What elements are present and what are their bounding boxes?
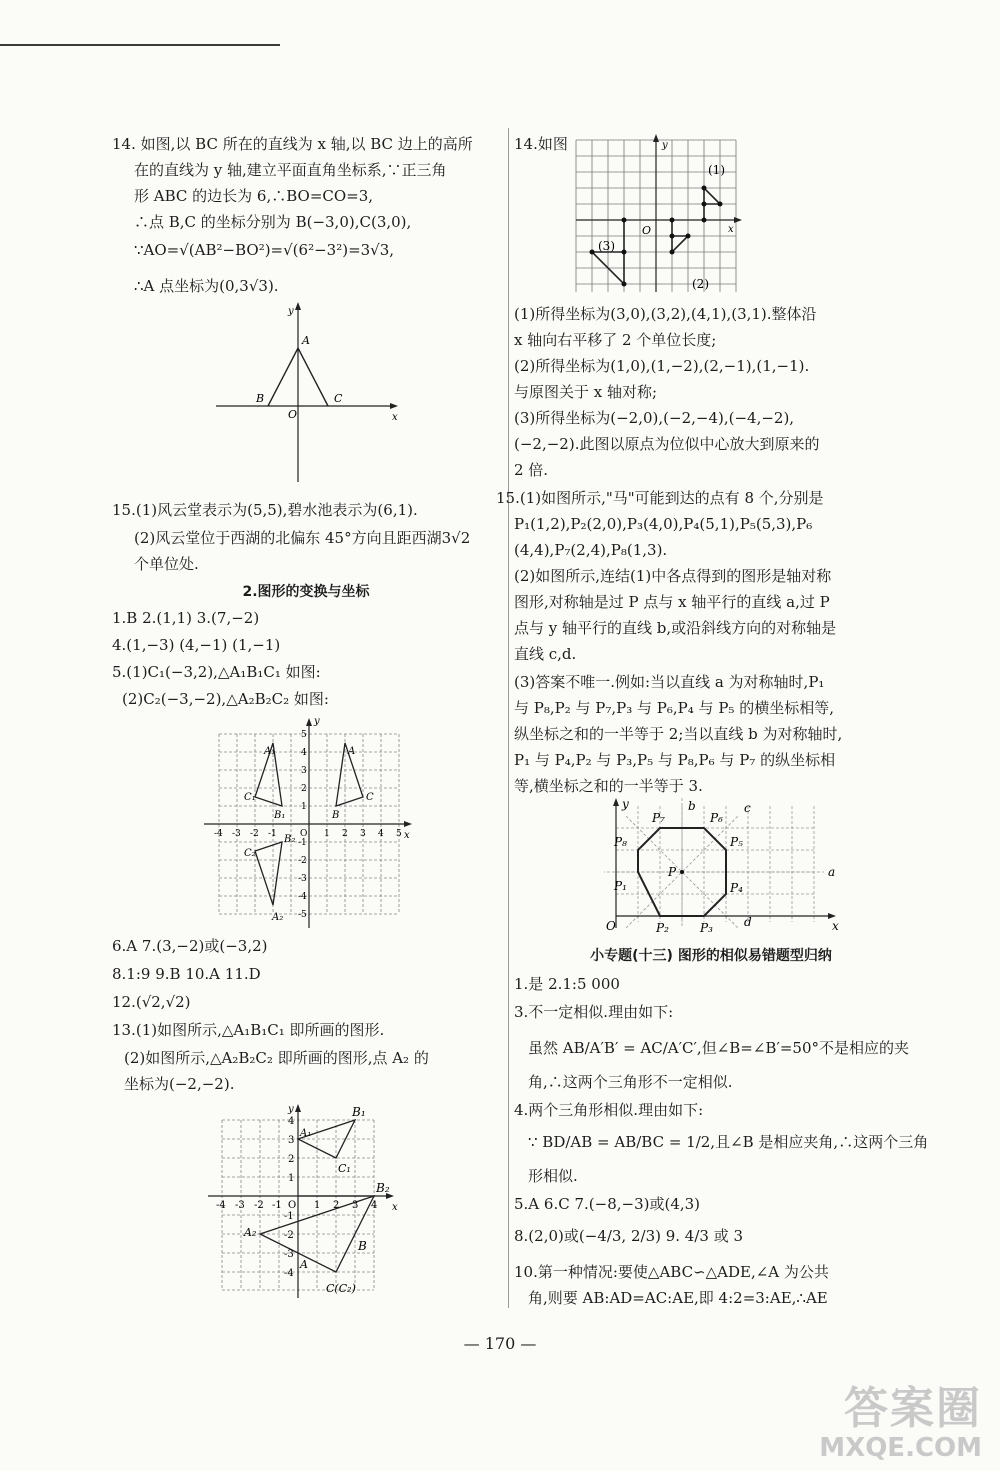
x-tick: 3 bbox=[352, 1200, 359, 1211]
label-B1: B₁ bbox=[352, 1105, 366, 1119]
y-tick: 5 bbox=[301, 730, 307, 740]
text-line: 5.A 6.C 7.(−8,−3)或(4,3) bbox=[514, 1195, 701, 1213]
text-line: 3.不一定相似.理由如下: bbox=[514, 1003, 674, 1021]
text-line: 6.A 7.(3,−2)或(−3,2) bbox=[112, 937, 268, 955]
label-P1: P₁ bbox=[614, 879, 627, 893]
text-line: 点与 y 轴平行的直线 b,或沿斜线方向的对称轴是 bbox=[514, 619, 837, 637]
text-line: 个单位处. bbox=[134, 555, 199, 573]
text-line: 形相似. bbox=[528, 1167, 578, 1185]
text-line: 13.(1)如图所示,△A₁B₁C₁ 即所画的图形. bbox=[112, 1021, 385, 1039]
x-tick: 3 bbox=[360, 829, 366, 839]
y-tick: 1 bbox=[288, 1173, 295, 1184]
label-A1: A₁ bbox=[264, 746, 276, 757]
text-line: 图形,对称轴是过 P 点与 x 轴平行的直线 a,过 P bbox=[514, 593, 830, 611]
label-A2: A₂ bbox=[244, 1226, 257, 1239]
label-A2: A₂ bbox=[272, 912, 284, 923]
label-A: A bbox=[348, 746, 356, 757]
x-tick: O bbox=[300, 829, 308, 839]
text-line: 8.(2,0)或(−4/3, 2/3) 9. 4/3 或 3 bbox=[514, 1227, 744, 1245]
label-x: x bbox=[404, 830, 410, 841]
text-line: (2)C₂(−3,−2),△A₂B₂C₂ 如图: bbox=[122, 690, 329, 708]
y-tick: 1 bbox=[301, 802, 307, 812]
label-C1: C₁ bbox=[244, 792, 256, 803]
y-tick: 3 bbox=[301, 766, 307, 776]
text-line: 4.两个三角形相似.理由如下: bbox=[514, 1101, 704, 1119]
label-a: a bbox=[828, 865, 836, 879]
text-line: 与原图关于 x 轴对称; bbox=[514, 383, 658, 401]
text-line: 等,横坐标之和的一半等于 3. bbox=[514, 777, 703, 795]
label-x: x bbox=[832, 919, 839, 933]
top-rule bbox=[0, 44, 280, 46]
text-line: (3)答案不唯一.例如:当以直线 a 为对称轴时,P₁ bbox=[514, 673, 825, 691]
text-line: (3)所得坐标为(−2,0),(−2,−4),(−4,−2), bbox=[514, 409, 795, 427]
label-O: O bbox=[642, 224, 652, 237]
label-C: C bbox=[366, 792, 374, 803]
text-line: P₁ 与 P₄,P₂ 与 P₃,P₅ 与 P₈,P₆ 与 P₇ 的纵坐标相 bbox=[514, 751, 836, 769]
text-line: ∴A 点坐标为(0,3√3). bbox=[134, 277, 279, 295]
y-tick: -5 bbox=[298, 910, 307, 920]
text-line: ∴点 B,C 的坐标分别为 B(−3,0),C(3,0), bbox=[134, 213, 412, 231]
label-A: A bbox=[300, 1258, 308, 1271]
x-tick: -2 bbox=[250, 829, 259, 839]
text-line: 15.(1)如图所示,"马"可能到达的点有 8 个,分别是 bbox=[496, 489, 824, 507]
text-line: (2)如图所示,△A₂B₂C₂ 即所画的图形,点 A₂ 的 bbox=[124, 1049, 429, 1067]
column-divider bbox=[508, 128, 509, 1308]
x-tick: -2 bbox=[254, 1200, 264, 1211]
text-line: 2 倍. bbox=[514, 461, 549, 479]
figure-knight-moves bbox=[604, 798, 844, 938]
label-d: d bbox=[744, 915, 752, 929]
label-P: P bbox=[668, 865, 677, 879]
text-line: 虽然 AB/A′B′ = AC/A′C′,但∠B=∠B′=50°不是相应的夹 bbox=[528, 1039, 910, 1057]
section-heading: 小专题(十三) 图形的相似易错题型归纳 bbox=[590, 948, 832, 964]
label-B: B bbox=[256, 392, 265, 405]
y-tick: -1 bbox=[284, 1211, 294, 1222]
watermark-logo: 答案圈 bbox=[844, 1383, 982, 1434]
text-line: 纵坐标之和的一半等于 2;当以直线 b 为对称轴时, bbox=[514, 725, 843, 743]
label-B: B bbox=[358, 1239, 367, 1253]
label-C: C bbox=[334, 392, 343, 405]
label-B1: B₁ bbox=[274, 810, 286, 821]
text-line: (2)如图所示,连结(1)中各点得到的图形是轴对称 bbox=[514, 567, 832, 585]
text-line: (4,4),P₇(2,4),P₈(1,3). bbox=[514, 541, 668, 559]
x-tick: -1 bbox=[272, 1200, 282, 1211]
y-tick: -2 bbox=[298, 856, 307, 866]
section-heading: 2.图形的变换与坐标 bbox=[242, 584, 370, 600]
y-tick: 4 bbox=[288, 1116, 295, 1127]
text-line: 角,则要 AB:AD=AC:AE,即 4:2=3:AE,∴AE bbox=[528, 1289, 828, 1307]
label-1: (1) bbox=[708, 163, 725, 177]
label-P2: P₂ bbox=[656, 921, 669, 935]
label-y: y bbox=[314, 716, 320, 727]
label-2: (2) bbox=[692, 277, 709, 291]
text-line: ∵AO=√(AB²−BO²)=√(6²−3²)=3√3, bbox=[134, 241, 395, 259]
x-tick: -3 bbox=[235, 1200, 245, 1211]
text-line: 15.(1)风云堂表示为(5,5),碧水池表示为(6,1). bbox=[112, 501, 418, 519]
label-P8: P₈ bbox=[614, 835, 627, 849]
label-P6: P₆ bbox=[710, 811, 723, 825]
y-tick: 2 bbox=[288, 1154, 295, 1165]
y-tick: 3 bbox=[288, 1135, 295, 1146]
x-tick: 5 bbox=[396, 829, 402, 839]
text-line: ∵ BD/AB = AB/BC = 1/2,且∠B 是相应夹角,∴这两个三角 bbox=[528, 1133, 929, 1151]
watermark bbox=[819, 1385, 982, 1463]
label-C: C(C₂) bbox=[326, 1282, 356, 1295]
text-line: 与 P₈,P₂ 与 P₇,P₃ 与 P₆,P₄ 与 P₅ 的横坐标相等, bbox=[514, 699, 834, 717]
label-P4: P₄ bbox=[730, 881, 743, 895]
figure-reflection-grid bbox=[204, 714, 414, 928]
y-tick: -4 bbox=[298, 892, 307, 902]
figure-transform-grid bbox=[574, 134, 744, 300]
y-tick: -1 bbox=[298, 838, 307, 848]
text-line: (−2,−2).此图以原点为位似中心放大到原来的 bbox=[514, 435, 820, 453]
text-line: 14. 如图,以 BC 所在的直线为 x 轴,以 BC 边上的高所 bbox=[112, 135, 473, 153]
label-P7: P₇ bbox=[652, 811, 665, 825]
label-y: y bbox=[622, 798, 629, 811]
watermark-url: MXQE.COM bbox=[819, 1433, 982, 1463]
figure-enlargement-grid bbox=[208, 1100, 408, 1298]
label-x: x bbox=[392, 412, 398, 423]
y-tick: -2 bbox=[284, 1230, 294, 1241]
text-line: 坐标为(−2,−2). bbox=[124, 1075, 235, 1093]
text-line: 形 ABC 的边长为 6,∴BO=CO=3, bbox=[134, 187, 374, 205]
label-C1: C₁ bbox=[338, 1162, 351, 1175]
label-3: (3) bbox=[598, 239, 615, 253]
x-tick: 1 bbox=[314, 1200, 321, 1211]
text-line: P₁(1,2),P₂(2,0),P₃(4,0),P₄(5,1),P₅(5,3),P₆ bbox=[514, 515, 813, 533]
text-line: (2)风云堂位于西湖的北偏东 45°方向且距西湖3√2 bbox=[134, 529, 471, 547]
label-y: y bbox=[288, 1104, 294, 1115]
label-A1: A₁ bbox=[300, 1128, 312, 1139]
label-b: b bbox=[688, 799, 696, 813]
y-tick: -3 bbox=[284, 1249, 294, 1260]
text-line: (1)所得坐标为(3,0),(3,2),(4,1),(3,1).整体沿 bbox=[514, 305, 817, 323]
text-line: 1.B 2.(1,1) 3.(7,−2) bbox=[112, 609, 260, 627]
x-tick: O bbox=[288, 1200, 297, 1211]
x-tick: -4 bbox=[214, 829, 223, 839]
x-tick: 2 bbox=[333, 1200, 340, 1211]
text-line: 10.第一种情况:要使△ABC∽△ADE,∠A 为公共 bbox=[514, 1263, 829, 1281]
y-tick: 4 bbox=[301, 748, 307, 758]
text-line: 5.(1)C₁(−3,2),△A₁B₁C₁ 如图: bbox=[112, 663, 321, 681]
x-tick: 4 bbox=[378, 829, 384, 839]
y-tick: 2 bbox=[301, 784, 307, 794]
text-line: (2)所得坐标为(1,0),(1,−2),(2,−1),(1,−1). bbox=[514, 357, 810, 375]
text-line: 1.是 2.1:5 000 bbox=[514, 975, 620, 993]
label-B2: B₂ bbox=[284, 834, 296, 845]
text-line: 角,∴这两个三角形不一定相似. bbox=[528, 1073, 733, 1091]
text-line: 14.如图 bbox=[514, 135, 568, 153]
label-P3: P₃ bbox=[700, 921, 713, 935]
text-line: 12.(√2,√2) bbox=[112, 993, 191, 1011]
label-B: B bbox=[332, 810, 340, 821]
y-tick: -3 bbox=[298, 874, 307, 884]
label-y: y bbox=[288, 306, 294, 317]
x-tick: 1 bbox=[324, 829, 330, 839]
label-B2: B₂ bbox=[376, 1181, 390, 1195]
x-tick: 2 bbox=[342, 829, 348, 839]
label-O: O bbox=[606, 919, 616, 933]
text-line: 4.(1,−3) (4,−1) (1,−1) bbox=[112, 636, 281, 654]
x-tick: -4 bbox=[216, 1200, 226, 1211]
text-line: 8.1:9 9.B 10.A 11.D bbox=[112, 965, 261, 983]
text-line: 直线 c,d. bbox=[514, 645, 577, 663]
label-c: c bbox=[744, 801, 751, 815]
text-line: 在的直线为 y 轴,建立平面直角坐标系,∵正三角 bbox=[134, 161, 447, 179]
label-O: O bbox=[288, 408, 298, 421]
x-tick: -3 bbox=[232, 829, 241, 839]
label-A: A bbox=[302, 334, 310, 347]
label-x: x bbox=[392, 1202, 398, 1213]
x-tick: -1 bbox=[268, 829, 277, 839]
x-tick: 4 bbox=[371, 1200, 378, 1211]
label-x: x bbox=[728, 224, 734, 235]
label-P5: P₅ bbox=[730, 835, 743, 849]
label-C2: C₂ bbox=[244, 848, 256, 859]
page-number: — 170 — bbox=[463, 1334, 537, 1353]
y-tick: -4 bbox=[284, 1268, 294, 1279]
text-line: x 轴向右平移了 2 个单位长度; bbox=[514, 331, 717, 349]
label-y: y bbox=[662, 140, 668, 151]
figure-equilateral-triangle bbox=[216, 300, 406, 486]
